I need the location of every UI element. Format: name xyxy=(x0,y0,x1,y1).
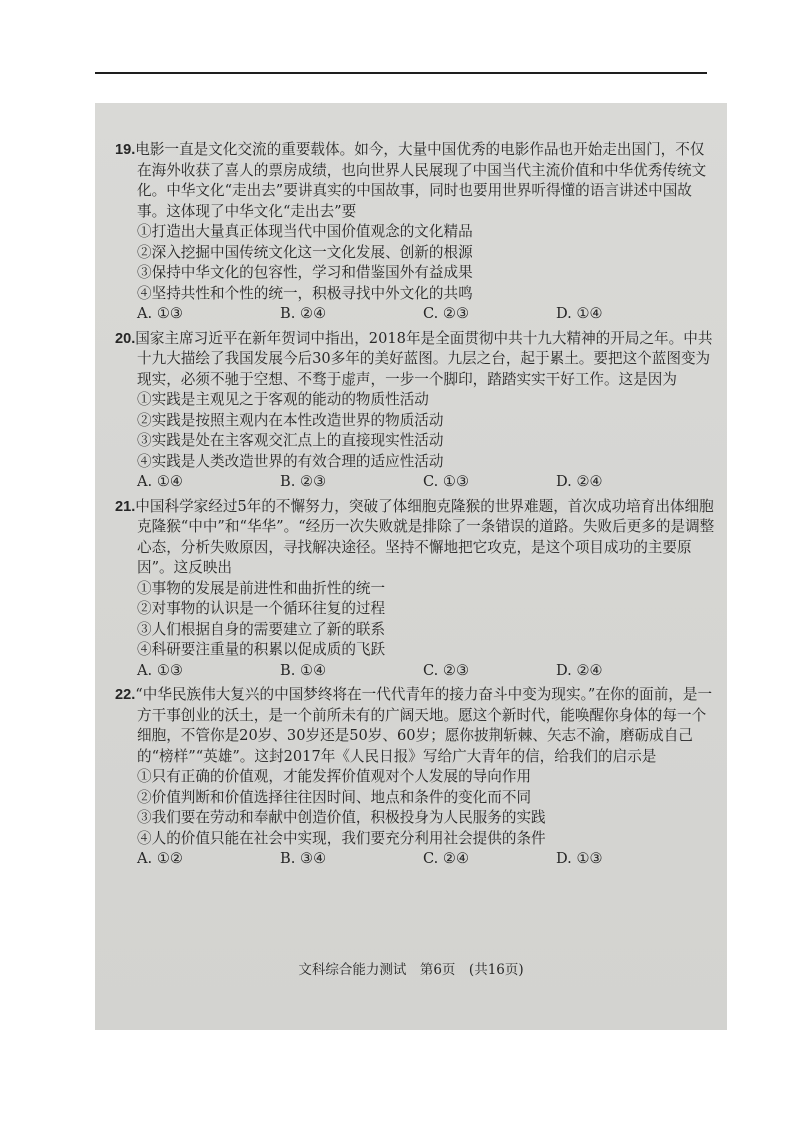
option-2: ②深入挖掘中国传统文化这一文化发展、创新的根源 xyxy=(137,243,473,261)
question-number: 20. xyxy=(115,330,136,347)
option-1: ①事物的发展是前进性和曲折性的统一 xyxy=(137,579,386,597)
option-2: ②实践是按照主观内在本性改造世界的物质活动 xyxy=(137,411,444,429)
question-21 xyxy=(115,497,715,682)
answer-b: B. ②③ xyxy=(280,473,327,490)
option-4: ④坚持共性和个性的统一，积极寻找中外文化的共鸣 xyxy=(137,284,473,302)
answer-choices xyxy=(115,304,715,325)
answer-c: C. ②④ xyxy=(423,850,470,867)
option-4: ④人的价值只能在社会中实现，我们要充分利用社会提供的条件 xyxy=(137,829,546,847)
stem-text: 中国科学家经过5年的不懈努力，突破了体细胞克隆猴的世界难题，首次成功培育出体细胞克隆猴“中中”和“华华”。“经历一次失败就是排除了一条错误的道路。失败后更多的是调整心态，分析失败原因，寻找解决途径。坚持不懈地把它攻克，是这个项目成功的主要原因”。这反映出 xyxy=(135,497,715,576)
option-4: ④科研要注重量的积累以促成质的飞跃 xyxy=(137,641,386,658)
option-1: ①打造出大量真正体现当代中国价值观念的文化精品 xyxy=(137,223,473,240)
question-stem xyxy=(115,329,715,391)
option-3: ③人们根据自身的需要建立了新的联系 xyxy=(137,620,386,638)
answer-a: A. ①④ xyxy=(137,473,183,490)
answer-d: D. ②④ xyxy=(556,661,603,679)
stem-text: 国家主席习近平在新年贺词中指出，2018年是全面贯彻中共十九大精神的开局之年。中共十九大描绘了我国发展今后30多年的美好蓝图。九层之台，起于累土。要把这个蓝图变为现实，必须不驰于空想、不骛于虚声，一步一个脚印，踏踏实实干好工作。这是因为 xyxy=(135,329,713,388)
option-4: ④实践是人类改造世界的有效合理的适应性活动 xyxy=(137,452,444,470)
answer-a: A. ①② xyxy=(137,850,183,867)
answer-choices xyxy=(115,472,715,493)
answer-d: D. ②④ xyxy=(556,473,603,490)
question-stem xyxy=(115,685,715,767)
stem-text: 电影一直是文化交流的重要载体。如今，大量中国优秀的电影作品也开始走出国门，不仅在海外收获了喜人的票房成绩，也向世界人民展现了中国当代主流价值和中华优秀传统文化。中华文化“走出去”要讲真实的中国故事，同时也要用世界听得懂的语言讲述中国故事。这体现了中华文化“走出去”要 xyxy=(135,141,707,220)
option-1: ①只有正确的价值观，才能发挥价值观对个人发展的导向作用 xyxy=(137,768,532,785)
stem-text: “中华民族伟大复兴的中国梦终将在一代代青年的接力奋斗中变为现实。”在你的面前，是一方干事创业的沃土，是一个前所未有的广阔天地。愿这个新时代，能唤醒你身体的每一个细胞，不管你是20岁、30岁还是50岁、60岁；愿你披荆斩棘、矢志不渝，磨砺成自己的“榜样”“英雄”。这封2017年《人民日报》写给广大青年的信，给我们的启示是 xyxy=(135,686,713,765)
option-3: ③实践是处在主客观交汇点上的直接现实性活动 xyxy=(137,432,444,449)
answer-c: C. ①③ xyxy=(423,473,470,490)
exam-page-photo xyxy=(95,103,727,1030)
answer-c: C. ②③ xyxy=(423,661,470,679)
answer-b: B. ①④ xyxy=(280,661,327,679)
option-3: ③我们要在劳动和奉献中创造价值，积极投身为人民服务的实践 xyxy=(137,809,546,826)
option-2: ②价值判断和价值选择往往因时间、地点和条件的变化而不同 xyxy=(137,788,532,806)
answer-a: A. ①③ xyxy=(137,661,183,679)
question-19 xyxy=(115,140,715,325)
question-number: 21. xyxy=(115,498,136,515)
exam-questions xyxy=(115,140,715,870)
answer-d: D. ①④ xyxy=(556,305,603,322)
answer-d: D. ①③ xyxy=(556,850,603,867)
answer-choices xyxy=(115,661,715,682)
option-2: ②对事物的认识是一个循环往复的过程 xyxy=(137,600,386,617)
question-number: 22. xyxy=(115,687,136,703)
top-rule xyxy=(95,72,707,74)
answer-choices xyxy=(115,849,715,870)
question-stem xyxy=(115,140,715,222)
question-20 xyxy=(115,329,715,493)
question-22 xyxy=(115,685,715,870)
answer-c: C. ②③ xyxy=(423,305,470,322)
question-number: 19. xyxy=(115,142,136,158)
option-3: ③保持中华文化的包容性，学习和借鉴国外有益成果 xyxy=(137,264,473,281)
answer-a: A. ①③ xyxy=(137,305,183,322)
answer-b: B. ②④ xyxy=(280,305,327,322)
question-stem xyxy=(115,497,715,579)
option-1: ①实践是主观见之于客观的能动的物质性活动 xyxy=(137,391,429,408)
page-footer: 文科综合能力测试 第6页 (共16页) xyxy=(298,962,524,978)
answer-b: B. ③④ xyxy=(280,850,327,867)
